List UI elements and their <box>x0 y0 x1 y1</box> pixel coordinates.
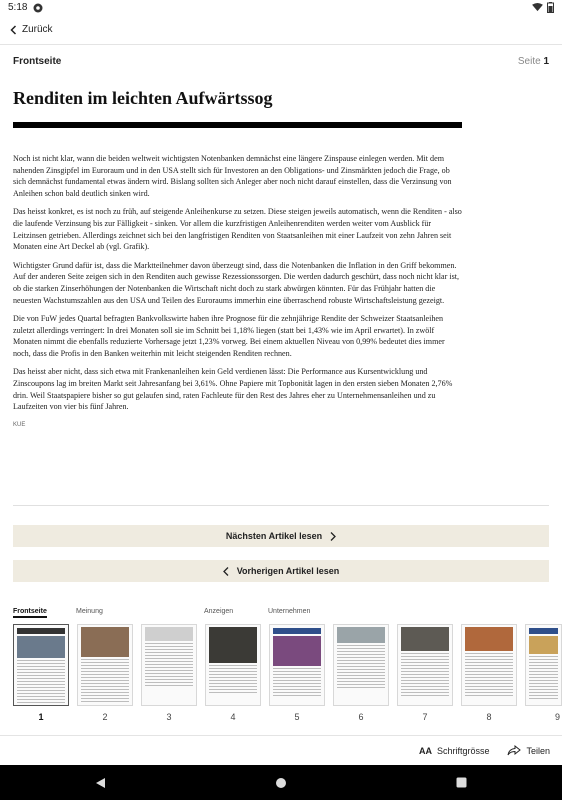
thumb-text <box>273 668 321 696</box>
article-body <box>13 153 462 431</box>
status-bar <box>0 0 562 15</box>
article-headline: Renditen im leichten Aufwärtssog <box>13 88 273 108</box>
thumb-masthead <box>17 628 65 634</box>
battery-icon <box>547 2 554 13</box>
thumb-text <box>529 656 558 700</box>
page-number-label: 5 <box>294 712 300 722</box>
share-icon <box>507 745 521 756</box>
thumb-masthead <box>529 628 558 634</box>
chevron-left-icon <box>10 25 17 35</box>
system-navigation-bar <box>0 765 562 800</box>
page-label: Seite <box>517 56 541 67</box>
page-thumbnail[interactable] <box>525 624 562 706</box>
page-number-label: 3 <box>166 712 172 722</box>
app-notification-icon <box>33 3 43 13</box>
system-back-button[interactable] <box>90 773 110 793</box>
next-article-label: Nächsten Artikel lesen <box>225 531 323 541</box>
thumb-text <box>17 660 65 704</box>
page-number-label: 8 <box>486 712 492 722</box>
chevron-left-icon <box>223 567 229 576</box>
page-number-label: 7 <box>422 712 428 722</box>
font-size-button[interactable] <box>419 746 490 756</box>
page-indicator <box>518 56 549 67</box>
strip-section-anzeigen[interactable]: Anzeigen <box>204 608 234 615</box>
wifi-icon <box>532 3 543 12</box>
system-recents-button[interactable] <box>452 773 472 793</box>
page-number-label: 9 <box>554 712 560 722</box>
share-label: Teilen <box>526 745 550 756</box>
system-home-button[interactable] <box>271 773 291 793</box>
page-number-label: 6 <box>358 712 364 722</box>
thumb-text <box>209 665 257 693</box>
headline-rule <box>13 122 462 128</box>
back-button[interactable] <box>10 24 53 35</box>
thumb-masthead <box>273 628 321 634</box>
thumb-image <box>401 627 449 651</box>
page-thumbnail-strip <box>13 624 562 724</box>
strip-section-frontseite[interactable]: Frontseite <box>13 608 47 618</box>
article-paragraph: Das heisst konkret, es ist noch zu früh, auf steigende Anleihenkurse zu setzen. Diese steigen jeweils automatisch, wenn die Renditen - also die laufende Verzinsung bis zur Fälligkeit - sinken. Vor allem die kurzfristigen Anleihenrenditen werden weiter vom Ausblick für Leitzinsen getrieben. Allerdings zeichnet sich bei den langfristigen Renditen von Staatsanleihen mit einer Laufzeit von zehn Jahren seit Monaten eine Art Deckel ab (vgl. Grafik). <box>13 207 462 252</box>
thumb-image <box>337 627 385 643</box>
font-size-label: Schriftgrösse <box>436 745 490 756</box>
status-time: 5:18 <box>8 2 28 13</box>
article-author: KUE <box>13 421 26 428</box>
article-paragraph: Wichtigster Grund dafür ist, dass die Marktteilnehmer davon überzeugt sind, dass die Notenbanken die Inflation in den Griff bekommen. Auf der anderen Seite zeigen sich in den Renditen auch gewisse Rezessionssorgen. Die werden dadurch geschürt, dass noch nicht klar ist, ob die starken Zinserhöhungen der Notenbanken die Wirtschaft nicht doch zu stark abwürgen könnten. Für das Frühjahr hatten die neuesten Wachstumszahlen aus den USA und Teilen des Euroraums immerhin eine überraschend robuste Wirtschaftsleistung gezeigt. <box>13 260 459 305</box>
page-number: 1 <box>543 56 549 67</box>
next-article-button[interactable] <box>13 525 549 547</box>
article-paragraph: Das heisst aber nicht, dass sich etwa mit Frankenanleihen kein Geld verdienen lässt: Die Performance aus Kursentwicklung und Zinscoupons lag im breiten Markt seit Jahresanfang bei 3,61%. Ohne Papiere mit Topbonität lagen in den ersten sieben Monaten 2,76% drin. Weil Staatspapiere bisher so gut gelaufen sind, raten Fachleute für den Rest des Jahres eher zu Unternehmensanleihen und zu Laufzeiten von vier bis fünf Jahren. <box>13 367 453 412</box>
strip-section-meinung[interactable]: Meinung <box>76 608 103 615</box>
article-paragraph: Noch ist nicht klar, wann die beiden weltweit wichtigsten Notenbanken demnächst eine längere Zinspause einlegen werden. Mit dem nahenden Zinsgipfel im Euroraum und in den USA stellt sich für Investoren an den Obligations- und Zinsmärkten jedoch die Frage, ob sich demnächst fundamental etwas ändern wird. Bislang sollten sich Anleger aber noch nicht darauf einstellen, dass die Verzinsung von Anleihen schon bald deutlich sinken wird. <box>13 154 452 199</box>
divider <box>13 505 549 506</box>
page-number-label: 4 <box>230 712 236 722</box>
page-thumbnail[interactable] <box>397 624 453 706</box>
page-thumbnail[interactable] <box>141 624 197 706</box>
thumb-image <box>145 627 193 641</box>
thumb-image <box>81 627 129 657</box>
page-thumbnail[interactable] <box>77 624 133 706</box>
strip-section-unternehmen[interactable]: Unternehmen <box>268 608 311 615</box>
thumb-text <box>401 653 449 697</box>
circle-home-icon <box>275 777 287 789</box>
chevron-right-icon <box>330 532 336 541</box>
page-thumbnail[interactable] <box>461 624 517 706</box>
page-number-label: 2 <box>102 712 108 722</box>
article-paragraph: Die von FuW jedes Quartal befragten Bankvolkswirte haben ihre Prognose für die zehnjährige Rendite der Schweizer Staatsanleihen zuletzt allerdings verringert: In drei Monaten soll sie im Schnitt bei 1,18% liegen (statt bei 1,43% wie im April erwartet). In zwölf Monaten nimmt die ebenfalls reduzierte Vorhersage jetzt 1,23% vorweg. Bei einem aktuellen Niveau von 0,99% bedeutet dies immer noch, dass die Profis in den Banken weiterhin mit leicht steigenden Renditen rechnen. <box>13 313 445 359</box>
square-recents-icon <box>456 777 467 788</box>
section-name: Frontseite <box>13 56 62 67</box>
thumb-image <box>465 627 513 651</box>
top-bar <box>0 15 562 45</box>
thumb-image <box>273 636 321 666</box>
thumb-text <box>465 653 513 697</box>
page-thumbnail[interactable] <box>333 624 389 706</box>
section-strip-labels <box>13 608 562 620</box>
thumb-text <box>145 643 193 687</box>
page-thumbnail[interactable] <box>269 624 325 706</box>
thumb-text <box>81 659 129 703</box>
page-number-label: 1 <box>38 712 44 722</box>
page-thumbnail[interactable] <box>205 624 261 706</box>
page-thumbnail[interactable] <box>13 624 69 706</box>
previous-article-button[interactable] <box>13 560 549 582</box>
thumb-image <box>17 636 65 658</box>
previous-article-label: Vorherigen Artikel lesen <box>236 566 340 576</box>
triangle-back-icon <box>95 777 106 789</box>
share-button[interactable] <box>507 745 550 756</box>
thumb-image <box>209 627 257 663</box>
thumb-text <box>337 645 385 689</box>
section-header <box>13 56 549 67</box>
font-size-icon: AA <box>418 745 432 756</box>
bottom-toolbar <box>0 735 562 765</box>
thumb-image <box>529 636 558 654</box>
back-label: Zurück <box>22 24 53 35</box>
